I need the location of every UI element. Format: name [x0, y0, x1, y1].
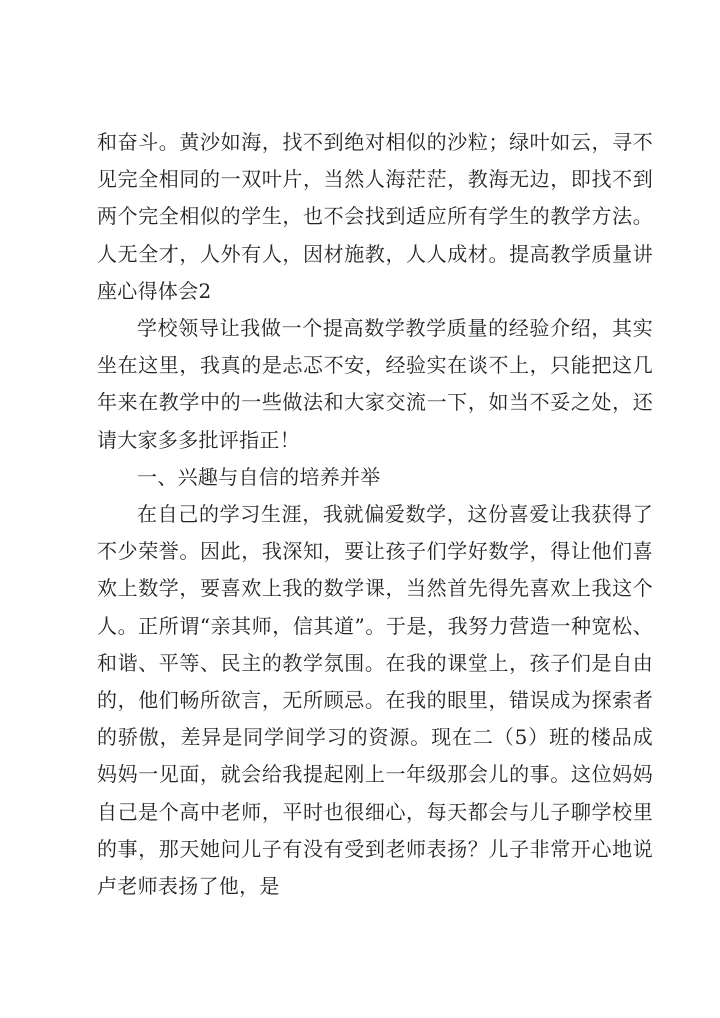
document-body [97, 124, 653, 905]
section-heading: 一、兴趣与自信的培养并举 [137, 464, 381, 489]
paragraph-2: 学校领导让我做一个提高数学教学质量的经验介绍，其实坐在这里，我真的是忐忑不安，经验实在谈不上，只能把这几年来在教学中的一些做法和大家交流一下，如当不妥之处，还请大家多多批评指正！ [97, 316, 653, 452]
paragraph-1: 和奋斗。黄沙如海，找不到绝对相似的沙粒；绿叶如云，寻不见完全相同的一双叶片，当然人海茫茫，教海无边，即找不到两个完全相似的学生，也不会找到适应所有学生的教学方法。人无全才，人外有人，因材施教，人人成材。提高教学质量讲座心得体会2 [97, 130, 653, 303]
paragraph-3: 在自己的学习生涯，我就偏爱数学，这份喜爱让我获得了不少荣誉。因此，我深知，要让孩子们学好数学，得让他们喜欢上数学，要喜欢上我的数学课，当然首先得先喜欢上我这个人。正所谓“亲其师，信其道”。于是，我努力营造一种宽松、和谐、平等、民主的教学氛围。在我的课堂上，孩子们是自由的，他们畅所欲言，无所顾忌。在我的眼里，错误成为探索者的骄傲，差异是同学间学习的资源。现在二（5）班的楼品成妈妈一见面，就会给我提起刚上一年级那会儿的事。这位妈妈自己是个高中老师，平时也很细心，每天都会与儿子聊学校里的事，那天她问儿子有没有受到老师表扬？儿子非常开心地说卢老师表扬了他，是 [97, 502, 653, 899]
